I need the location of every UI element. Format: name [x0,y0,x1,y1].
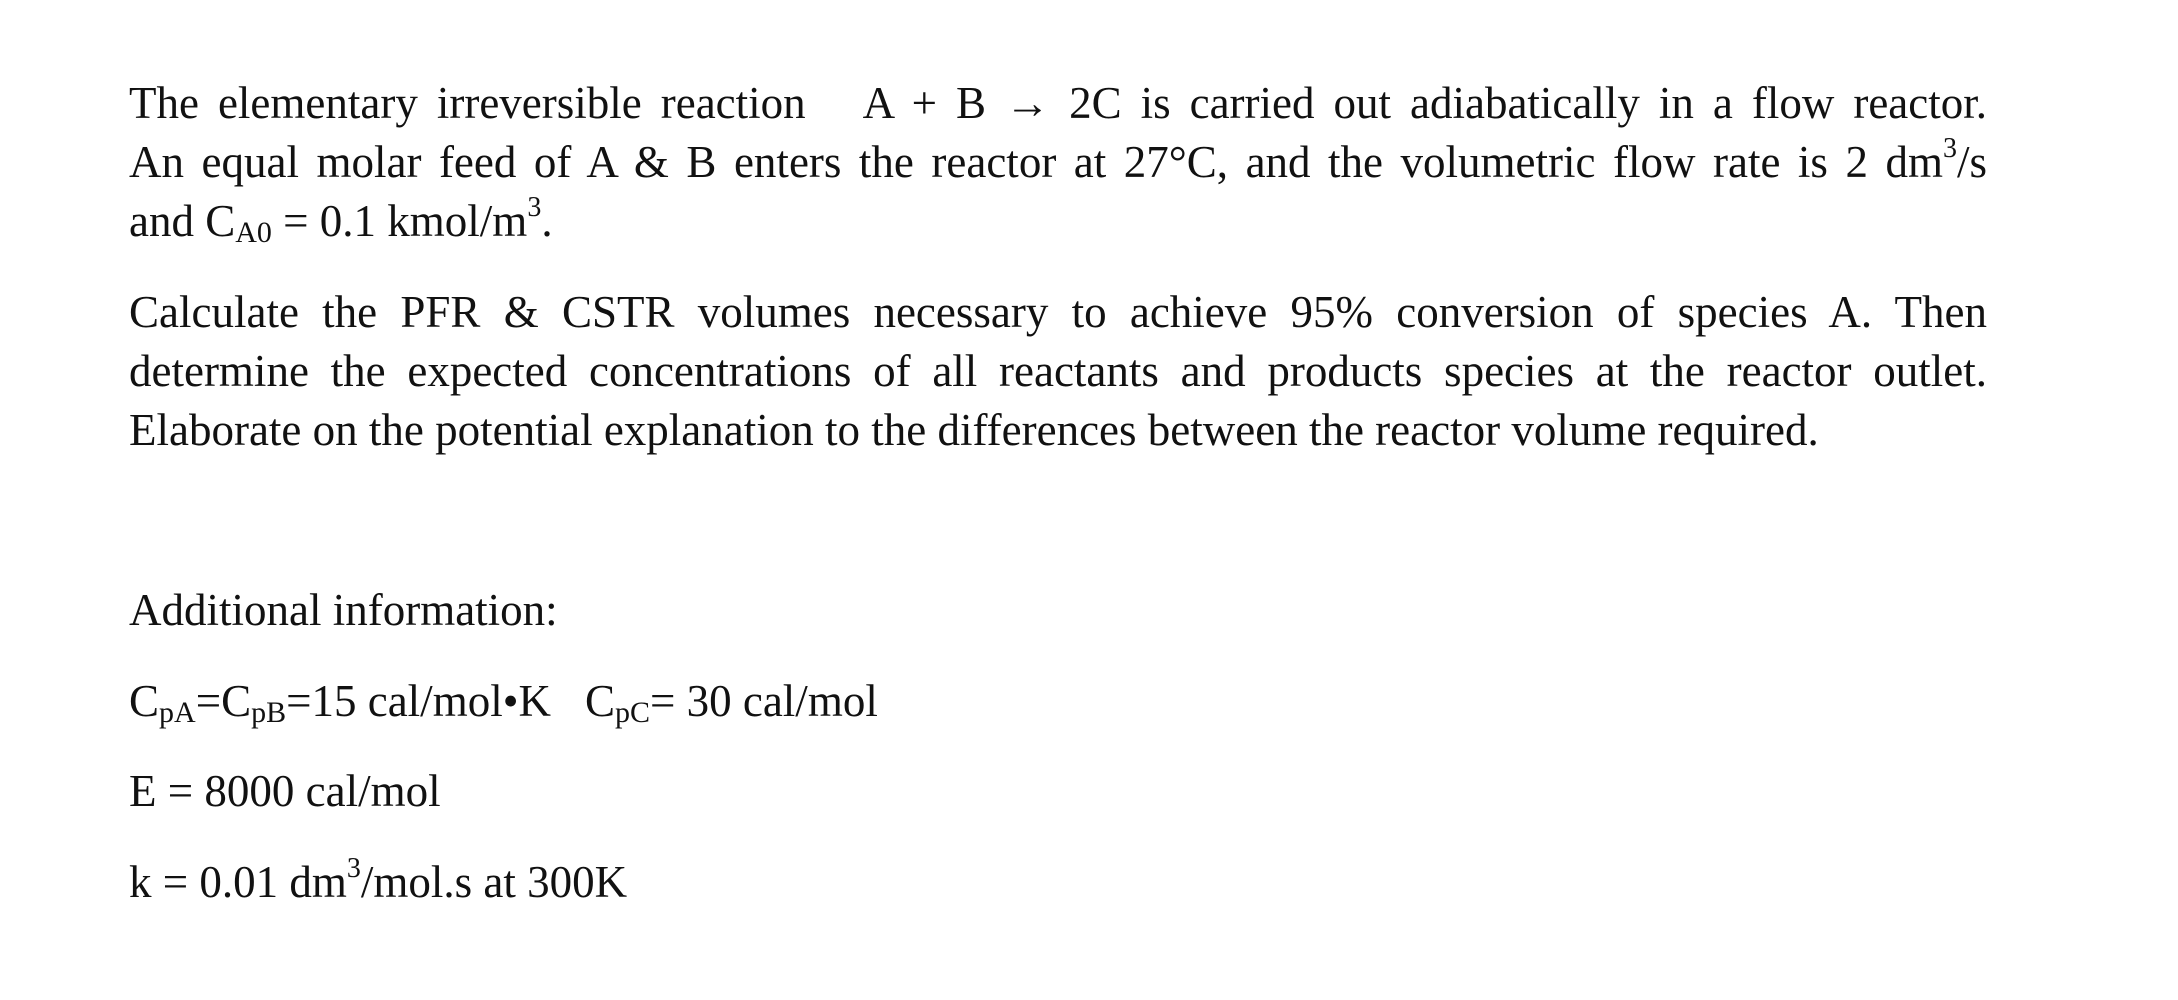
statement-line-2-text: An equal molar feed of A & B enters the reactor at 27°C, and the volumetric flow rate is 2 dm [129,137,1943,187]
task-line-3: Elaborate on the potential explanation to the differences between the reactor volume required. [129,405,1819,455]
task-line-2: determine the expected concentrations of all reactants and products species at the reactor outlet. [129,346,1987,396]
heat-capacity-line [129,672,878,731]
cpab-value: =15 cal/mol•K [286,676,551,726]
statement-line-2-unit-tail: /s [1956,137,1987,187]
activation-energy-line: E = 8000 cal/mol [129,766,441,816]
cpb-subscript: pB [251,696,287,729]
cpc-subscript: pC [614,696,650,729]
rate-constant-unit: /mol.s at 300K [360,857,628,907]
task-paragraph [129,283,1987,460]
rate-constant-value: k = 0.01 dm [129,857,347,907]
statement-line-3-period: . [541,196,553,246]
statement-line-2 [129,133,1987,192]
cpc-symbol: C [584,676,615,726]
statement-line-1: The elementary irreversible reaction A + B → 2C is carried out adiabatically in a flow reactor. [129,78,1987,128]
problem-statement-paragraph [129,74,1987,251]
cpb-symbol: =C [195,676,252,726]
statement-line-3 [129,192,1987,251]
rate-constant-line [129,853,627,912]
additional-info-heading: Additional information: [129,585,558,635]
rate-constant-exponent: 3 [346,853,361,884]
concentration-value: = 0.1 kmol/m [271,196,528,246]
concentration-subscript: A0 [235,216,272,249]
concentration-symbol: and C [129,196,236,246]
volume-unit-exponent: 3 [1942,133,1957,164]
cpc-value: = 30 cal/mol [649,676,878,726]
cpa-symbol: C [129,676,160,726]
cpa-subscript: pA [159,696,196,729]
task-line-1: Calculate the PFR & CSTR volumes necessary to achieve 95% conversion of species A. Then [129,287,1987,337]
concentration-unit-exponent: 3 [527,192,542,223]
